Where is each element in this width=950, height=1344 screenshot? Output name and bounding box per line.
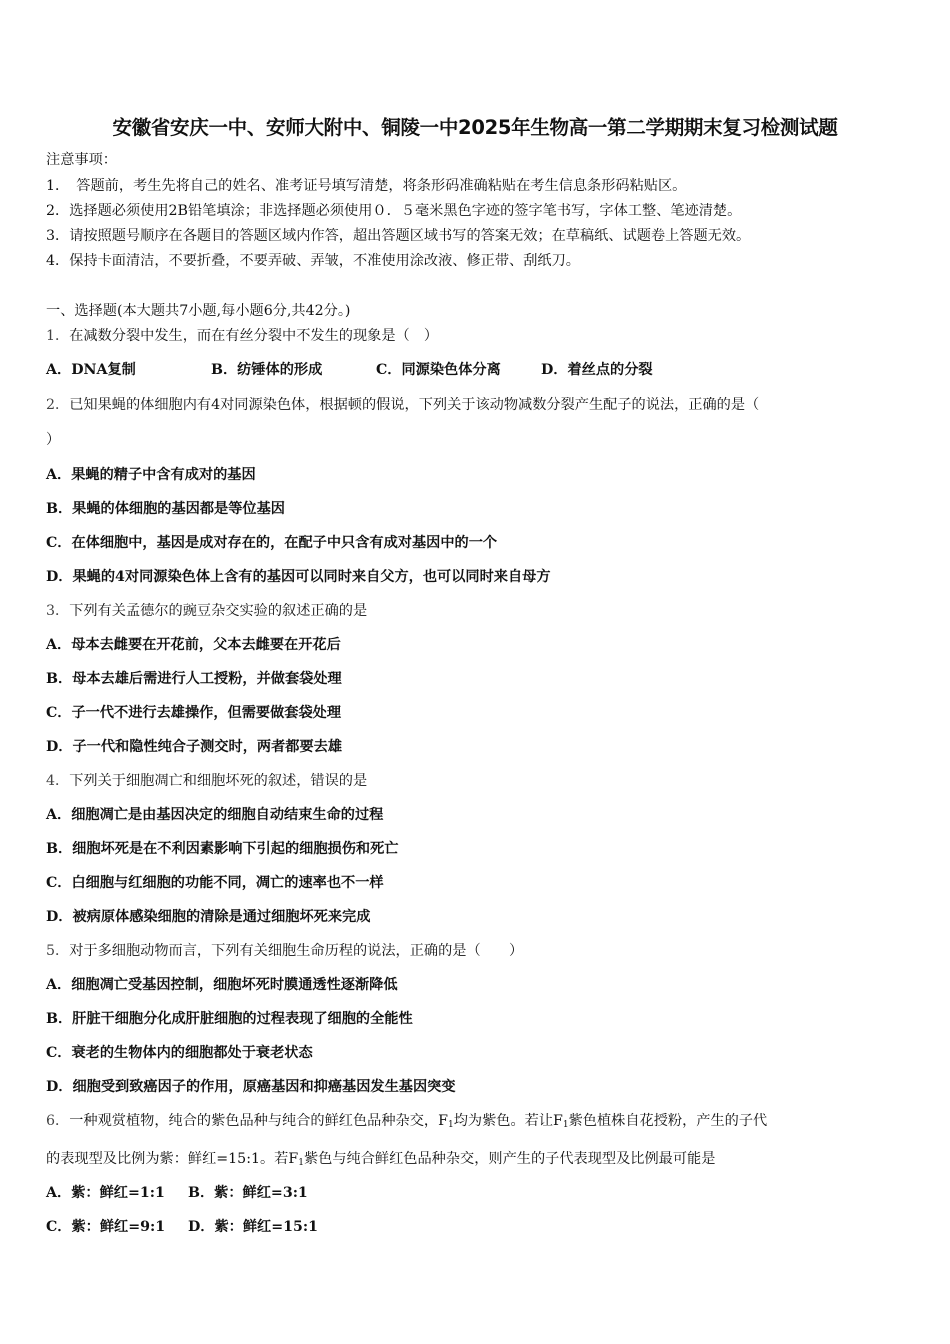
q6-options-row-2 xyxy=(46,1217,318,1237)
section-heading: 一、选择题(本大题共7小题,每小题6分,共42分。) xyxy=(46,303,351,319)
notice-item-4: 4．保持卡面清洁，不要折叠，不要弄破、弄皱，不准使用涂改液、修正带、刮纸刀。 xyxy=(46,253,580,269)
question-text: 均为紫色。若让F xyxy=(453,1113,563,1129)
q3-option-d: D．子一代和隐性纯合子测交时，两者都要去雄 xyxy=(46,739,343,755)
question-text: 紫色与纯合鲜红色品种杂交，则产生的子代表现型及比例最可能是 xyxy=(303,1151,716,1167)
q5-option-a: A．细胞凋亡受基因控制，细胞坏死时膜通透性逐渐降低 xyxy=(46,977,398,993)
q4-option-d: D．被病原体感染细胞的清除是通过细胞坏死来完成 xyxy=(46,909,371,925)
q6-options-row-1 xyxy=(46,1183,308,1203)
question-1-options xyxy=(46,360,653,380)
question-1-stem xyxy=(46,326,438,346)
question-6-stem-cont xyxy=(46,1149,715,1173)
question-2-stem-cont: ） xyxy=(46,432,61,448)
notice-item-3: 3．请按照题号顺序在各题目的答题区域内作答，超出答题区域书写的答案无效；在草稿纸、试题卷上答题无效。 xyxy=(46,228,751,244)
page-title: 安徽省安庆一中、安师大附中、铜陵一中2025年生物高一第二学期期末复习检测试题 xyxy=(112,116,838,139)
notice-heading: 注意事项： xyxy=(46,152,117,168)
question-text: 下列有关孟德尔的豌豆杂交实验的叙述正确的是 xyxy=(69,603,368,619)
question-text: 已知果蝇的体细胞内有4对同源染色体，根据顿的假说，下列关于该动物减数分裂产生配子的说法，正确的是（ xyxy=(69,397,760,413)
option-d: D．着丝点的分裂 xyxy=(541,362,653,378)
question-number: 5． xyxy=(46,943,70,959)
option-b: B．紫：鲜红=3:1 xyxy=(188,1185,308,1201)
q4-option-c: C．白细胞与红细胞的功能不同，凋亡的速率也不一样 xyxy=(46,875,384,891)
q2-option-a: A．果蝇的精子中含有成对的基因 xyxy=(46,467,256,483)
question-text: 的表现型及比例为紫：鲜红=15:1。若F xyxy=(46,1151,299,1167)
q3-option-a: A．母本去雌要在开花前，父本去雌要在开花后 xyxy=(46,637,341,653)
q5-option-c: C．衰老的生物体内的细胞都处于衰老状态 xyxy=(46,1045,313,1061)
question-6-stem xyxy=(46,1111,767,1135)
subscript: 1 xyxy=(562,1120,569,1130)
q3-option-c: C．子一代不进行去雄操作，但需要做套袋处理 xyxy=(46,705,342,721)
question-number: 1． xyxy=(46,328,70,344)
question-5-stem xyxy=(46,941,523,961)
question-3-stem xyxy=(46,601,367,621)
question-text: 在减数分裂中发生，而在有丝分裂中不发生的现象是（ ） xyxy=(69,328,439,344)
notice-item-1: 1． 答题前，考生先将自己的姓名、准考证号填写清楚，将条形码准确粘贴在考生信息条形码粘贴区。 xyxy=(46,178,687,194)
option-a: A．DNA复制 xyxy=(46,362,136,378)
subscript: 1 xyxy=(447,1120,454,1130)
option-c: C．紫：鲜红=9:1 xyxy=(46,1219,166,1235)
option-d: D．紫：鲜红=15:1 xyxy=(188,1219,318,1235)
option-b: B．纺锤体的形成 xyxy=(211,362,323,378)
question-text: 一种观赏植物，纯合的紫色品种与纯合的鲜红色品种杂交，F xyxy=(69,1113,448,1129)
question-number: 2． xyxy=(46,397,70,413)
q2-option-c: C．在体细胞中，基因是成对存在的，在配子中只含有成对基因中的一个 xyxy=(46,535,498,551)
subscript: 1 xyxy=(298,1158,304,1168)
question-number: 4． xyxy=(46,773,70,789)
notice-item-2: 2．选择题必须使用2B铅笔填涂；非选择题必须使用０．５毫米黑色字迹的签字笔书写，字体工整、笔迹清楚。 xyxy=(46,203,742,219)
question-number: 6． xyxy=(46,1113,70,1129)
question-2-stem xyxy=(46,395,759,415)
q3-option-b: B．母本去雄后需进行人工授粉，并做套袋处理 xyxy=(46,671,342,687)
q2-option-d: D．果蝇的4对同源染色体上含有的基因可以同时来自父方，也可以同时来自母方 xyxy=(46,569,551,585)
option-a: A．紫：鲜红=1:1 xyxy=(46,1185,165,1201)
question-text: 对于多细胞动物而言，下列有关细胞生命历程的说法，正确的是（ ） xyxy=(69,943,524,959)
q4-option-a: A．细胞凋亡是由基因决定的细胞自动结束生命的过程 xyxy=(46,807,384,823)
q5-option-b: B．肝脏干细胞分化成肝脏细胞的过程表现了细胞的全能性 xyxy=(46,1011,413,1027)
q2-option-b: B．果蝇的体细胞的基因都是等位基因 xyxy=(46,501,285,517)
question-4-stem xyxy=(46,771,367,791)
question-text: 紫色植株自花授粉，产生的子代 xyxy=(568,1113,768,1129)
question-text: 下列关于细胞凋亡和细胞坏死的叙述，错误的是 xyxy=(69,773,368,789)
question-number: 3． xyxy=(46,603,70,619)
option-c: C．同源染色体分离 xyxy=(376,362,501,378)
q4-option-b: B．细胞坏死是在不利因素影响下引起的细胞损伤和死亡 xyxy=(46,841,399,857)
q5-option-d: D．细胞受到致癌因子的作用，原癌基因和抑癌基因发生基因突变 xyxy=(46,1079,456,1095)
